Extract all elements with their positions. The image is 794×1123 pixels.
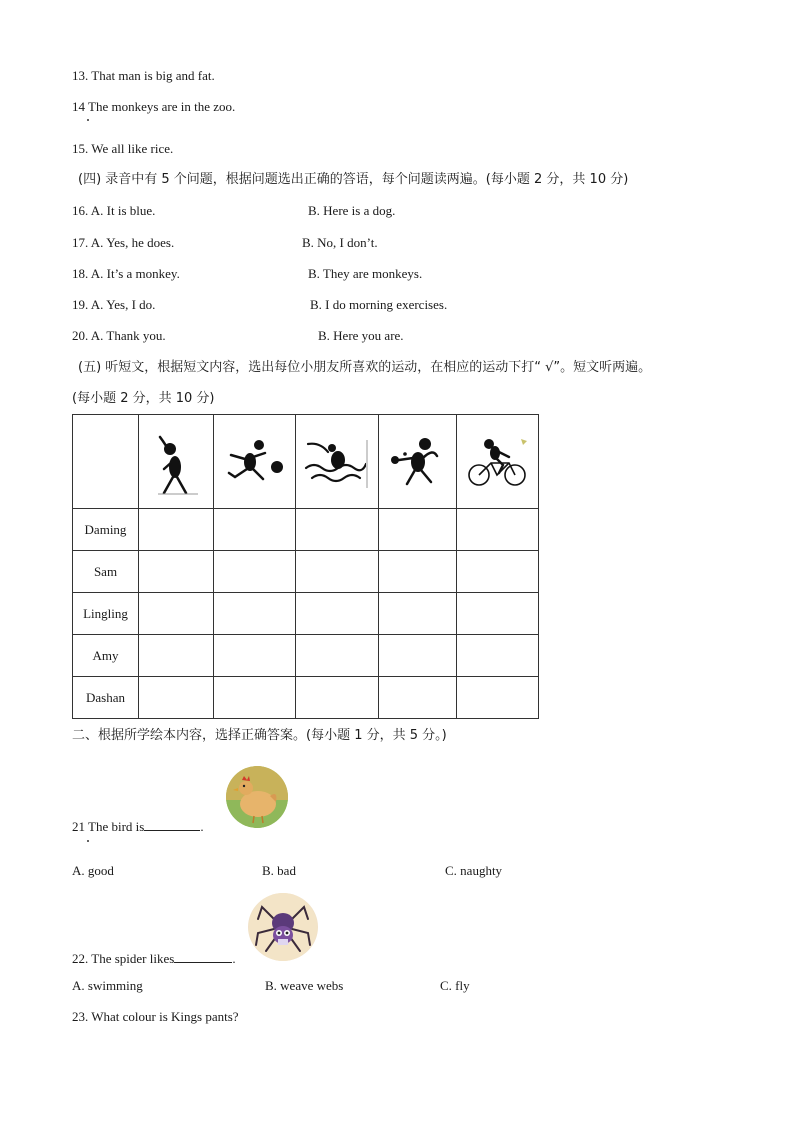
section5-subheading: (每小题 2 分，共 10 分)	[72, 391, 215, 406]
answer-cell[interactable]	[379, 509, 457, 551]
q21-option-c: C. naughty	[445, 863, 503, 878]
answer-cell[interactable]	[214, 677, 296, 719]
q22-option-c: C. fly	[440, 978, 470, 993]
answer-cell[interactable]	[139, 509, 214, 551]
sport-cell-cycling	[457, 415, 539, 509]
student-name: Daming	[73, 509, 139, 551]
answer-cell[interactable]	[296, 635, 379, 677]
answer-cell[interactable]	[379, 551, 457, 593]
stray-dot	[87, 119, 89, 121]
answer-cell[interactable]	[379, 635, 457, 677]
q22-stem	[72, 950, 236, 967]
q20-option-a: 20. A. Thank you.	[72, 328, 166, 343]
answer-cell[interactable]	[457, 635, 539, 677]
table-row	[73, 635, 539, 677]
answer-cell[interactable]	[457, 509, 539, 551]
answer-cell[interactable]	[379, 677, 457, 719]
item-14: 14 The monkeys are in the zoo.	[72, 99, 236, 114]
part2-heading: 二、根据所学绘本内容，选择正确答案。(每小题 1 分，共 5 分。)	[72, 728, 447, 743]
item-13: 13. That man is big and fat.	[72, 68, 215, 83]
stretching-icon	[146, 427, 206, 497]
sport-cell-swimming	[296, 415, 379, 509]
sport-cell-pingpong	[379, 415, 457, 509]
q16-option-b: B. Here is a dog.	[308, 203, 396, 218]
cycling-icon	[465, 435, 531, 489]
answer-cell[interactable]	[457, 593, 539, 635]
q23-stem: 23. What colour is Kings pants?	[72, 1009, 239, 1024]
answer-cell[interactable]	[296, 677, 379, 719]
answer-cell[interactable]	[457, 677, 539, 719]
stray-dot	[87, 840, 89, 842]
student-name: Dashan	[73, 677, 139, 719]
q21-stem	[72, 818, 204, 835]
q18-option-a: 18. A. It’s a monkey.	[72, 266, 180, 281]
table-header-row	[73, 415, 539, 509]
answer-cell[interactable]	[139, 635, 214, 677]
q21-stem-text: 21 The bird is	[72, 819, 145, 834]
answer-cell[interactable]	[139, 551, 214, 593]
hen-picture	[226, 766, 288, 828]
answer-cell[interactable]	[457, 551, 539, 593]
student-name: Lingling	[73, 593, 139, 635]
q17-option-a: 17. A. Yes, he does.	[72, 235, 175, 250]
answer-cell[interactable]	[214, 551, 296, 593]
q21-option-b: B. bad	[262, 863, 296, 878]
spider-picture	[248, 893, 318, 961]
q22-option-a: A. swimming	[72, 978, 143, 993]
table-row	[73, 677, 539, 719]
answer-cell[interactable]	[379, 593, 457, 635]
q21-option-a: A. good	[72, 863, 114, 878]
section5-heading: (五) 听短文，根据短文内容，选出每位小朋友所喜欢的运动，在相应的运动下打“ √”。短文听两遍。	[78, 360, 652, 375]
answer-cell[interactable]	[139, 593, 214, 635]
answer-cell[interactable]	[296, 509, 379, 551]
section4-heading: (四) 录音中有 5 个问题，根据问题选出正确的答语，每个问题读两遍。(每小题 2 分，共 10 分)	[78, 172, 629, 187]
q22-stem-end: .	[232, 951, 236, 966]
corner-cell	[73, 415, 139, 509]
item-15: 15. We all like rice.	[72, 141, 174, 156]
answer-cell[interactable]	[296, 593, 379, 635]
answer-cell[interactable]	[139, 677, 214, 719]
answer-cell[interactable]	[214, 635, 296, 677]
sport-cell-stretching	[139, 415, 214, 509]
answer-cell[interactable]	[214, 509, 296, 551]
q19-option-a: 19. A. Yes, I do.	[72, 297, 156, 312]
student-name: Amy	[73, 635, 139, 677]
q22-answer-blank[interactable]	[174, 950, 232, 963]
q22-stem-text: 22. The spider likes	[72, 951, 175, 966]
running-ball-icon	[223, 437, 287, 487]
q20-option-b: B. Here you are.	[318, 328, 404, 343]
table-row	[73, 551, 539, 593]
q21-stem-end: .	[200, 819, 204, 834]
q22-option-b: B. weave webs	[265, 978, 344, 993]
q18-option-b: B. They are monkeys.	[308, 266, 423, 281]
q16-option-a: 16. A. It is blue.	[72, 203, 156, 218]
answer-cell[interactable]	[214, 593, 296, 635]
student-name: Sam	[73, 551, 139, 593]
sports-table	[72, 414, 539, 719]
q19-option-b: B. I do morning exercises.	[310, 297, 448, 312]
swimming-icon	[304, 434, 370, 490]
sport-cell-football	[214, 415, 296, 509]
q21-answer-blank[interactable]	[144, 818, 200, 831]
answer-cell[interactable]	[296, 551, 379, 593]
q17-option-b: B. No, I don’t.	[302, 235, 378, 250]
table-row	[73, 593, 539, 635]
ping-pong-icon	[389, 434, 447, 490]
table-row	[73, 509, 539, 551]
